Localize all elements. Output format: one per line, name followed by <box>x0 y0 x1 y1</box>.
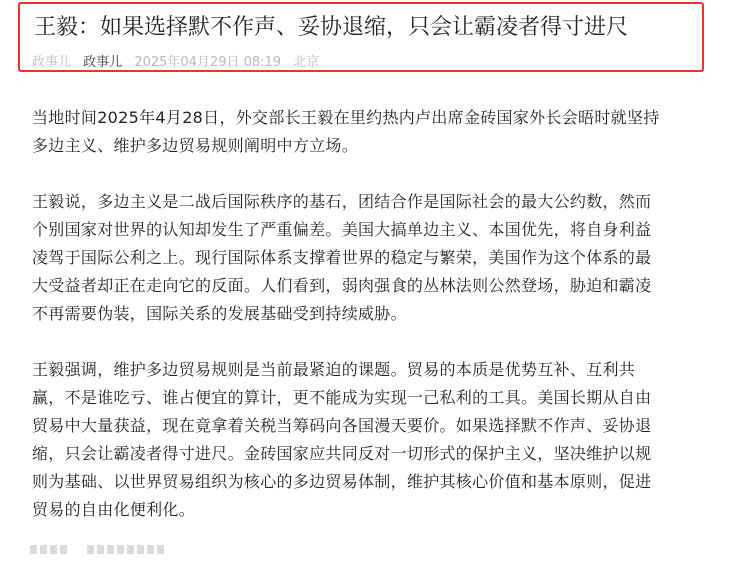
paragraph-1 <box>32 104 718 160</box>
faded-footer-text <box>30 544 164 554</box>
paragraph-2 <box>32 188 718 328</box>
paragraph-3 <box>32 356 718 524</box>
meta-author[interactable]: 政事儿 <box>83 55 123 70</box>
paragraph-line: 王毅强调，维护多边贸易规则是当前最紧迫的课题。贸易的本质是优势互补、互利共 <box>32 360 636 379</box>
title-highlight-box <box>18 2 704 72</box>
paragraph-line: 王毅说，多边主义是二战后国际秩序的基石，团结合作是国际社会的最大公约数，然而 <box>32 192 652 211</box>
paragraph-line: 当地时间2025年4月28日，外交部长王毅在里约热内卢出席金砖国家外长会晤时就坚持 <box>32 108 660 127</box>
meta-place: 北京 <box>293 55 320 70</box>
article-body <box>32 104 718 552</box>
paragraph-line: 个别国家对世界的认知却发生了严重偏差。美国大搞单边主义、本国优先，将自身利益 <box>32 220 652 239</box>
paragraph-line: 贸易中大量获益，现在竟拿着关税当筹码向各国漫天要价。如果选择默不作声、妥协退 <box>32 416 652 435</box>
paragraph-line: 赢，不是谁吃亏、谁占便宜的算计，更不能成为实现一己私利的工具。美国长期从自由 <box>32 388 652 407</box>
paragraph-line: 凌驾于国际公利之上。现行国际体系支撑着世界的稳定与繁荣，美国作为这个体系的最 <box>32 248 652 267</box>
paragraph-line: 多边主义、维护多边贸易规则阐明中方立场。 <box>32 136 359 155</box>
article-title: 王毅：如果选择默不作声、妥协退缩，只会让霸凌者得寸进尺 <box>34 15 629 40</box>
paragraph-line: 则为基础、以世界贸易组织为核心的多边贸易体制，维护其核心价值和基本原则，促进 <box>32 472 652 491</box>
paragraph-line: 不再需要伪装，国际关系的发展基础受到持续威胁。 <box>32 304 407 323</box>
article-meta <box>32 54 319 72</box>
paragraph-line: 缩，只会让霸凌者得寸进尺。金砖国家应共同反对一切形式的保护主义，坚决维护以规 <box>32 444 652 463</box>
meta-source[interactable]: 政事儿 <box>32 55 72 70</box>
paragraph-line: 大受益者却正在走向它的反面。人们看到，弱肉强食的丛林法则公然登场，胁迫和霸凌 <box>32 276 652 295</box>
meta-date: 2025年04月29日 08:19 <box>134 55 282 70</box>
paragraph-line: 贸易的自由化便利化。 <box>32 500 196 519</box>
